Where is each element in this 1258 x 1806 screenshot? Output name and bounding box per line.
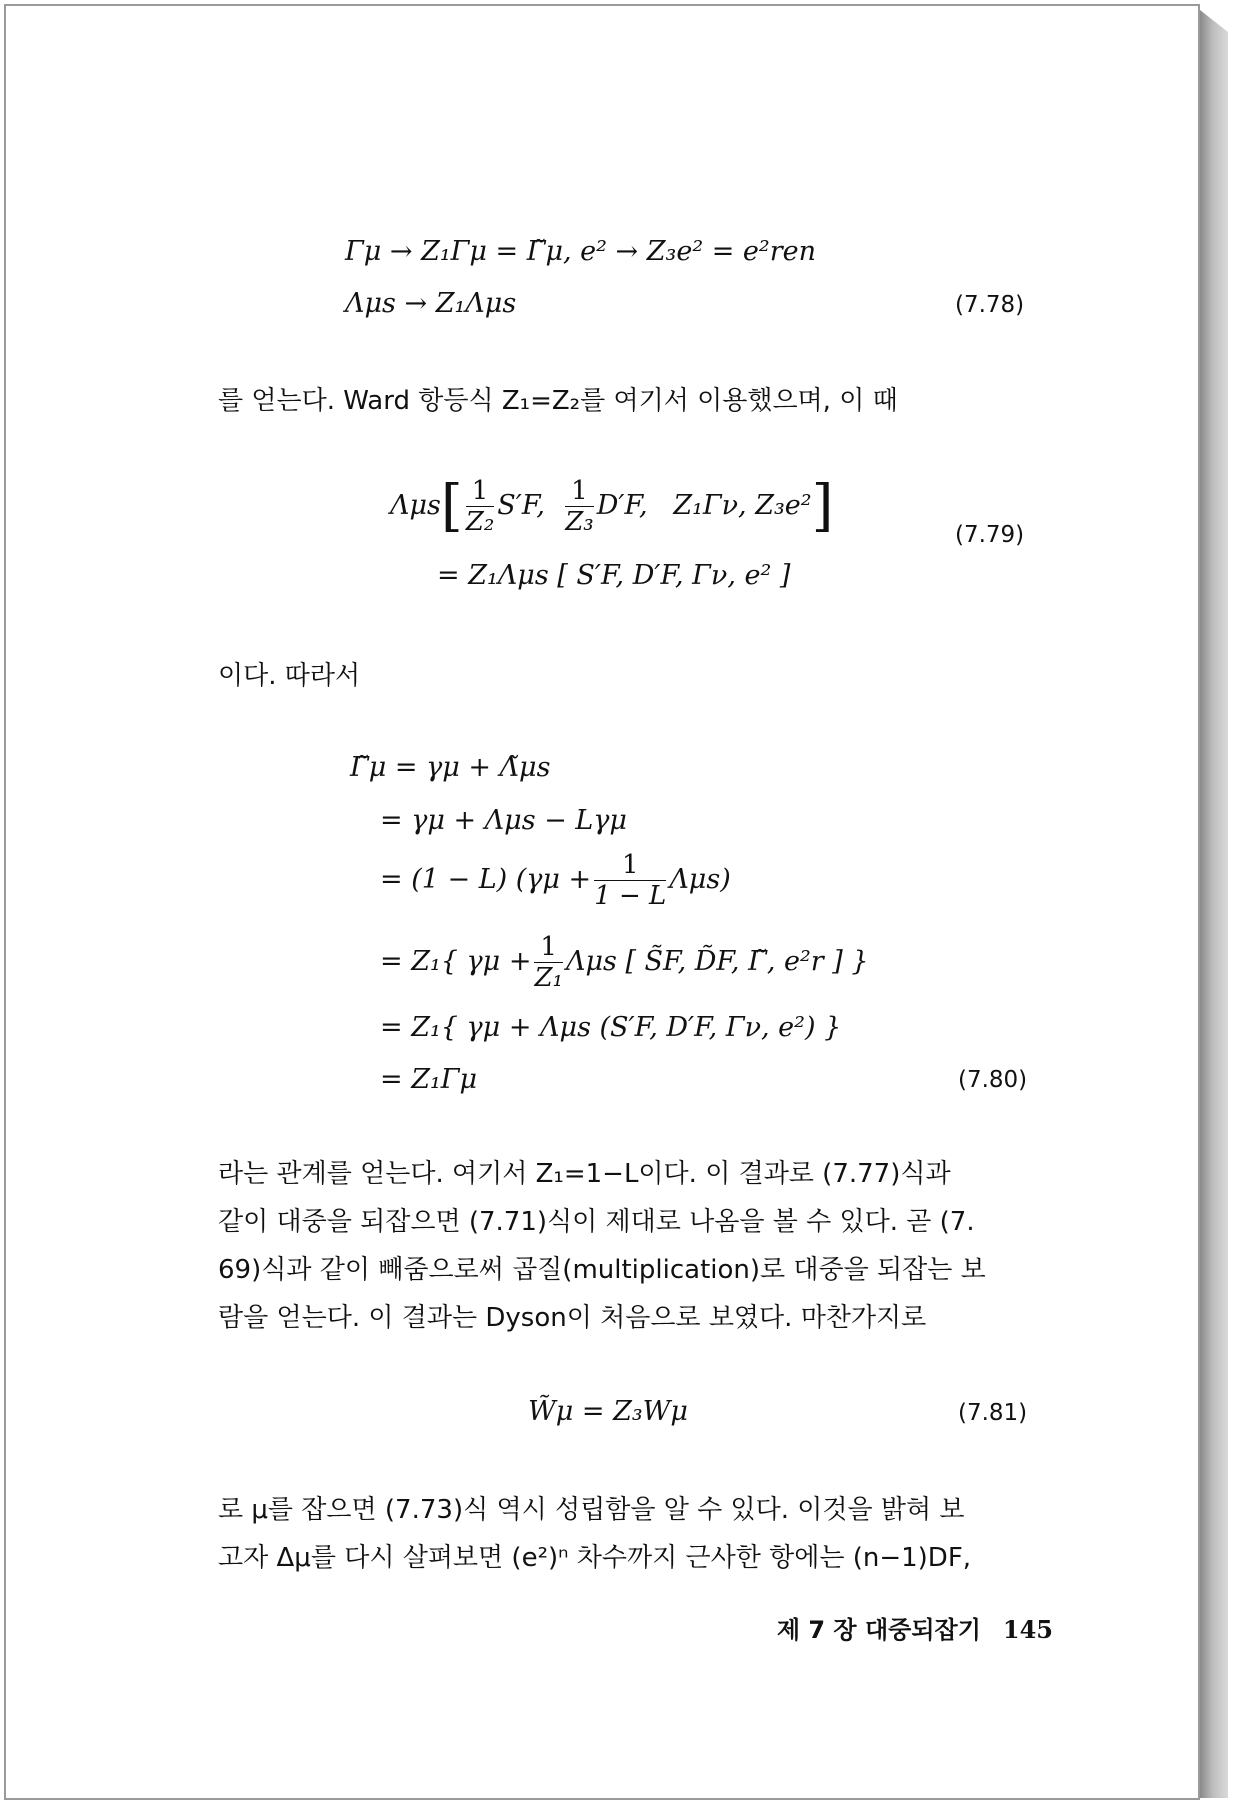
eq-7-80-line2: = γμ + Λμs − Lγμ xyxy=(380,805,627,836)
eq-7-79-lead: Λμs xyxy=(390,490,441,521)
eq-7-80-line4-pre: = Z₁{ γμ + xyxy=(380,946,532,977)
paragraph-4 xyxy=(218,1486,1053,1582)
eq-7-80-number: (7.80) xyxy=(958,1067,1028,1093)
eq-7-80-line1: Γ̃μ = γμ + Λ̃μs xyxy=(350,752,551,783)
eq-7-80-line4 xyxy=(380,932,869,993)
eq-7-79-frac1-num: 1 xyxy=(466,476,495,507)
chapter-title: 제 7 장 대중되잡기 xyxy=(776,1616,981,1644)
page-edge-shadow xyxy=(1200,10,1228,1798)
eq-7-79-term1: S′F, xyxy=(497,490,546,521)
paragraph-3-line-1: 라는 관계를 얻는다. 여기서 Z₁=1−L이다. 이 결과로 (7.77)식과 xyxy=(218,1159,951,1189)
eq-7-80-line4-frac xyxy=(534,932,563,993)
eq-7-80-line3-den: 1 − L xyxy=(594,881,667,911)
paragraph-4-line-1: 로 μ를 잡으면 (7.73)식 역시 성립함을 알 수 있다. 이것을 밝혀 보 xyxy=(218,1495,965,1525)
eq-7-79-close-bracket: ] xyxy=(811,473,834,539)
paragraph-3-line-3: 69)식과 같이 빼줌으로써 곱질(multiplication)로 대중을 되잡는 보 xyxy=(218,1255,986,1285)
paragraph-4-line-2: 고자 Δμ를 다시 살펴보면 (e²)ⁿ 차수까지 근사한 항에는 (n−1)DF, xyxy=(218,1543,972,1573)
eq-7-80-line3-post: Λμs) xyxy=(669,864,731,895)
paragraph-3-line-4: 람을 얻는다. 이 결과는 Dyson이 처음으로 보였다. 마찬가지로 xyxy=(218,1303,927,1333)
eq-7-78-number: (7.78) xyxy=(955,292,1025,318)
eq-7-81-number: (7.81) xyxy=(958,1400,1028,1426)
eq-7-80-line5: = Z₁{ γμ + Λμs (S′F, D′F, Γν, e²) } xyxy=(380,1012,842,1043)
eq-7-79-frac2 xyxy=(565,476,594,537)
eq-7-79-open-bracket: [ xyxy=(440,473,463,539)
eq-7-80-line3 xyxy=(380,850,731,911)
eq-7-79-line1 xyxy=(390,473,834,539)
eq-7-79-frac2-num: 1 xyxy=(565,476,594,507)
eq-7-78-line1: Γμ → Z₁Γμ = Γ̃μ, e² → Z₃e² = e²ren xyxy=(345,236,817,267)
paragraph-2: 이다. 따라서 xyxy=(218,661,361,691)
paragraph-3-line-2: 같이 대중을 되잡으면 (7.71)식이 제대로 나옴을 볼 수 있다. 곧 (7. xyxy=(218,1207,975,1237)
eq-7-80-line3-num: 1 xyxy=(594,850,666,881)
eq-7-79-frac2-den: Z₃ xyxy=(565,507,594,537)
eq-7-79-number: (7.79) xyxy=(955,522,1025,548)
page-number: 145 xyxy=(1002,1615,1053,1644)
eq-7-80-line4-post: Λμs [ S̃F, D̃F, Γ̃, e²r ] } xyxy=(565,946,869,977)
eq-7-79-rest: Z₁Γν, Z₃e² xyxy=(673,490,812,521)
paragraph-1: 를 얻는다. Ward 항등식 Z₁=Z₂를 여기서 이용했으며, 이 때 xyxy=(218,386,898,416)
eq-7-80-line6: = Z₁Γμ xyxy=(380,1064,478,1095)
eq-7-79-line2: = Z₁Λμs [ S′F, D′F, Γν, e² ] xyxy=(437,560,791,591)
eq-7-78-line2: Λμs → Z₁Λμs xyxy=(345,288,517,319)
eq-7-79-frac1 xyxy=(466,476,495,537)
eq-7-80-line4-num: 1 xyxy=(534,932,563,963)
eq-7-79-frac1-den: Z₂ xyxy=(465,507,495,537)
paragraph-3 xyxy=(218,1150,1053,1342)
eq-7-79-term2: D′F, xyxy=(596,490,648,521)
eq-7-81: W̃μ = Z₃Wμ xyxy=(528,1396,688,1427)
eq-7-80-line3-frac xyxy=(594,850,666,911)
eq-7-80-line4-den: Z₁ xyxy=(534,963,563,993)
page-footer xyxy=(777,1610,1053,1645)
eq-7-80-line3-pre: = (1 − L) (γμ + xyxy=(380,864,592,895)
